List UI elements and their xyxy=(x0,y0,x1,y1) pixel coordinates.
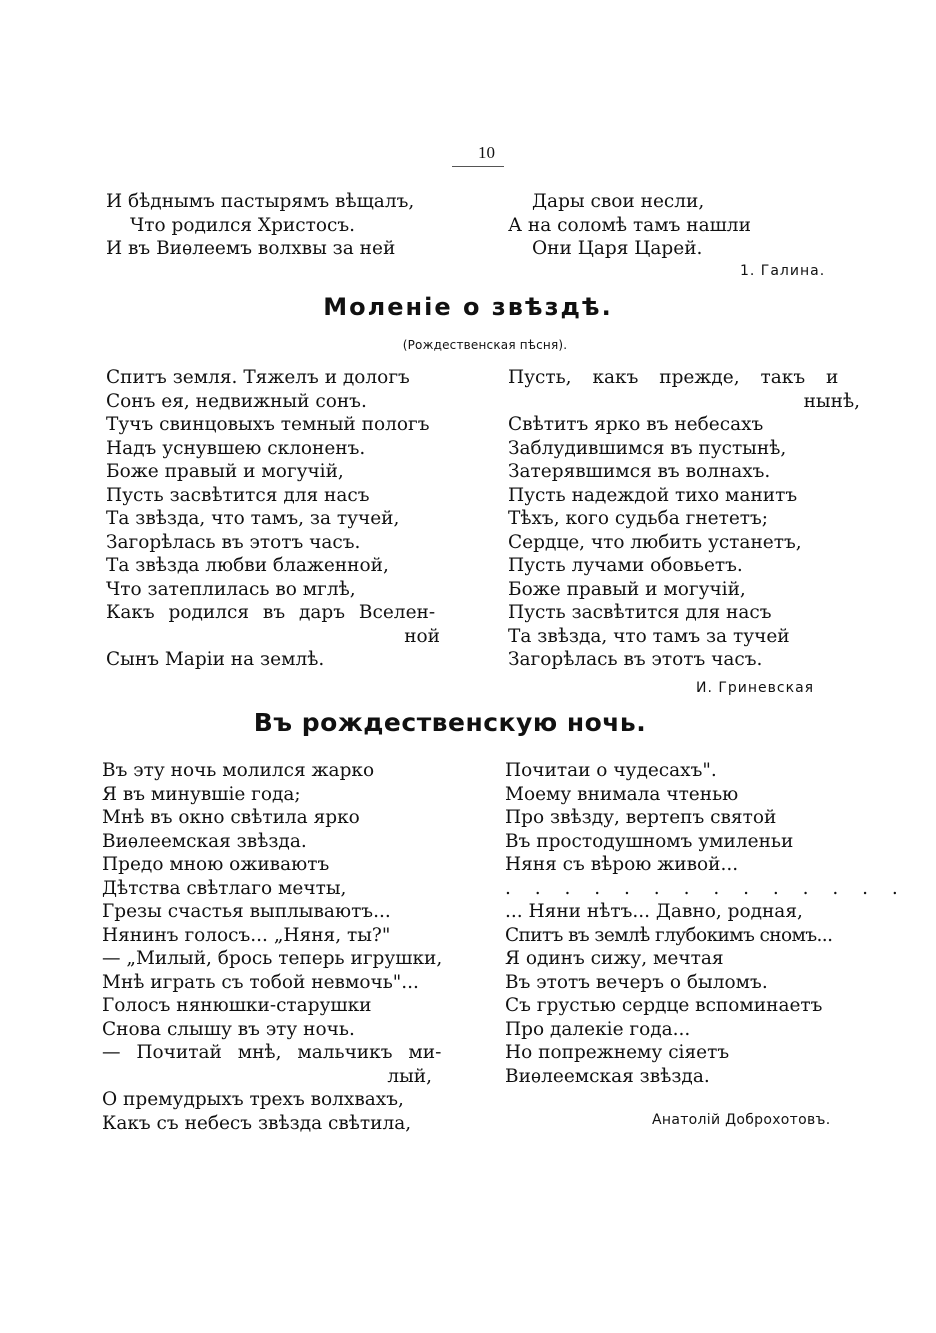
poem-line: Загорѣлась въ этотъ часъ. xyxy=(106,531,361,553)
poem2-title: Моленіе о звѣздѣ. xyxy=(323,293,613,321)
poem-line: Пусть лучами обовьетъ. xyxy=(508,555,743,576)
poem-line: Спитъ земля. Тяжелъ и дологъ xyxy=(106,367,410,388)
poem-line: Надъ уснувшею склоненъ. xyxy=(106,437,366,459)
poem1-left-column xyxy=(106,190,414,261)
poem-line: И въ Виѳлеемъ волхвы за ней xyxy=(106,238,396,259)
poem3-author: Анатолій Доброхотовъ. xyxy=(652,1112,831,1128)
poem-line: Въ простодушномъ умиленьи xyxy=(505,830,794,852)
poem-line: Сердце, что любить устанетъ, xyxy=(508,531,802,553)
poem-line: Свѣтитъ ярко въ небесахъ xyxy=(508,414,764,435)
poem-line: Та звѣзда любви блаженной, xyxy=(106,555,389,576)
poem-line: Боже правый и могучій, xyxy=(508,578,746,600)
poem1-right-column xyxy=(508,190,751,261)
poem-line: О премудрыхъ трехъ волхвахъ, xyxy=(102,1089,404,1110)
poem-line: Но попрежнему сіяетъ xyxy=(505,1042,730,1063)
poem-line: Пусть надеждой тихо манитъ xyxy=(508,484,798,506)
poem2-author: И. Гриневская xyxy=(696,680,815,696)
poem-line: Что родился Христосъ. xyxy=(130,214,356,236)
poem-line: Они Царя Царей. xyxy=(532,238,703,259)
poem3-left-column xyxy=(102,759,456,1135)
poem-line: Грезы счастья выплываютъ... xyxy=(102,901,391,922)
poem-line: Спитъ въ землѣ глубокимъ сномъ... xyxy=(505,924,833,946)
poem-line: Заблудившимся въ пустынѣ, xyxy=(508,437,787,459)
poem-line: Предо мною оживаютъ xyxy=(102,854,330,875)
poem-line: Затерявшимся въ волнахъ. xyxy=(508,461,771,482)
poem-line: Снова слышу въ эту ночь. xyxy=(102,1018,355,1040)
poem-line: И бѣднымъ пастырямъ вѣщалъ, xyxy=(106,191,415,212)
poem-line: Въ этотъ вечеръ о быломъ. xyxy=(505,971,768,993)
poem-line: Моему внимала чтенью xyxy=(505,783,739,805)
poem-line: Тучъ свинцовыхъ темный пологъ xyxy=(106,414,430,435)
poem-line: Про далекіе года... xyxy=(505,1018,691,1040)
poem-line: Тѣхъ, кого судьба гнететъ; xyxy=(508,508,769,529)
poem3-title: Въ рождественскую ночь. xyxy=(253,708,647,737)
poem-line: Виѳлеемская звѣзда. xyxy=(102,830,307,852)
poem1-author: 1. Галина. xyxy=(740,263,826,279)
poem-line: Няня съ вѣрою живой... xyxy=(505,854,739,875)
ellipsis-separator: . . . . . . . . . . . . . . xyxy=(505,877,907,899)
poem-line: Съ грустью сердце вспоминаетъ xyxy=(505,995,823,1016)
poem-line: Голосъ нянюшки-старушки xyxy=(102,995,372,1016)
poem-line: Пусть засвѣтится для насъ xyxy=(106,484,370,506)
poem-line: Сынъ Маріи на землѣ. xyxy=(106,649,325,670)
poem-line: Загорѣлась въ этотъ часъ. xyxy=(508,649,763,670)
poem-line: Виѳлеемская звѣзда. xyxy=(505,1065,710,1087)
poem-line: Дѣтства свѣтлаго мечты, xyxy=(102,877,347,899)
poem-line: А на соломѣ тамъ нашли xyxy=(508,214,751,236)
poem-line: — „Милый, брось теперь игрушки, xyxy=(102,948,443,969)
poem-line: Почитаи о чудесахъ". xyxy=(505,760,717,781)
poem-line: лый, xyxy=(387,1065,432,1087)
poem-line: Пусть засвѣтится для насъ xyxy=(508,602,772,623)
poem-line: Мнѣ въ окно свѣтила ярко xyxy=(102,807,360,828)
poem-line: Та звѣзда, что тамъ за тучей xyxy=(508,625,790,647)
poem-line: Пусть, какъ прежде, такъ и xyxy=(508,367,839,388)
poem-line: Боже правый и могучій, xyxy=(106,461,344,482)
poem-line: Что затеплилась во мглѣ, xyxy=(106,578,356,600)
poem-line: Про звѣзду, вертепъ святой xyxy=(505,807,777,828)
poem-line: Та звѣзда, что тамъ, за тучей, xyxy=(106,508,400,529)
page-number: 10 xyxy=(478,143,495,162)
poem-line: ной xyxy=(404,625,440,647)
poem-line: ... Няни нѣтъ... Давно, родная, xyxy=(505,901,803,922)
poem-line: Дары свои несли, xyxy=(532,191,705,212)
poem-line: — Почитай мнѣ, мальчикъ ми- xyxy=(102,1042,442,1063)
poem-line: Я въ минувшіе года; xyxy=(102,783,301,805)
poem-line: Какъ родился въ даръ Вселен- xyxy=(106,602,436,623)
poem2-left-column xyxy=(106,366,456,672)
poem-line: Въ эту ночь молился жарко xyxy=(102,760,375,781)
poem3-right-column xyxy=(505,759,907,1088)
poem-line: Сонъ ея, недвижный сонъ. xyxy=(106,390,367,412)
poem-line: Мнѣ играть съ тобой невмочь"... xyxy=(102,971,419,993)
poem-line: Какъ съ небесъ звѣзда свѣтила, xyxy=(102,1112,412,1134)
page-number-rule xyxy=(452,166,504,167)
poem-line: нынѣ, xyxy=(803,390,860,412)
poem2-right-column xyxy=(508,366,860,672)
poem2-subtitle: (Рождественская пѣсня). xyxy=(402,338,568,352)
poem-line: Я одинъ сижу, мечтая xyxy=(505,948,724,969)
poem-line: Нянинъ голосъ... „Няня, ты?" xyxy=(102,924,391,946)
